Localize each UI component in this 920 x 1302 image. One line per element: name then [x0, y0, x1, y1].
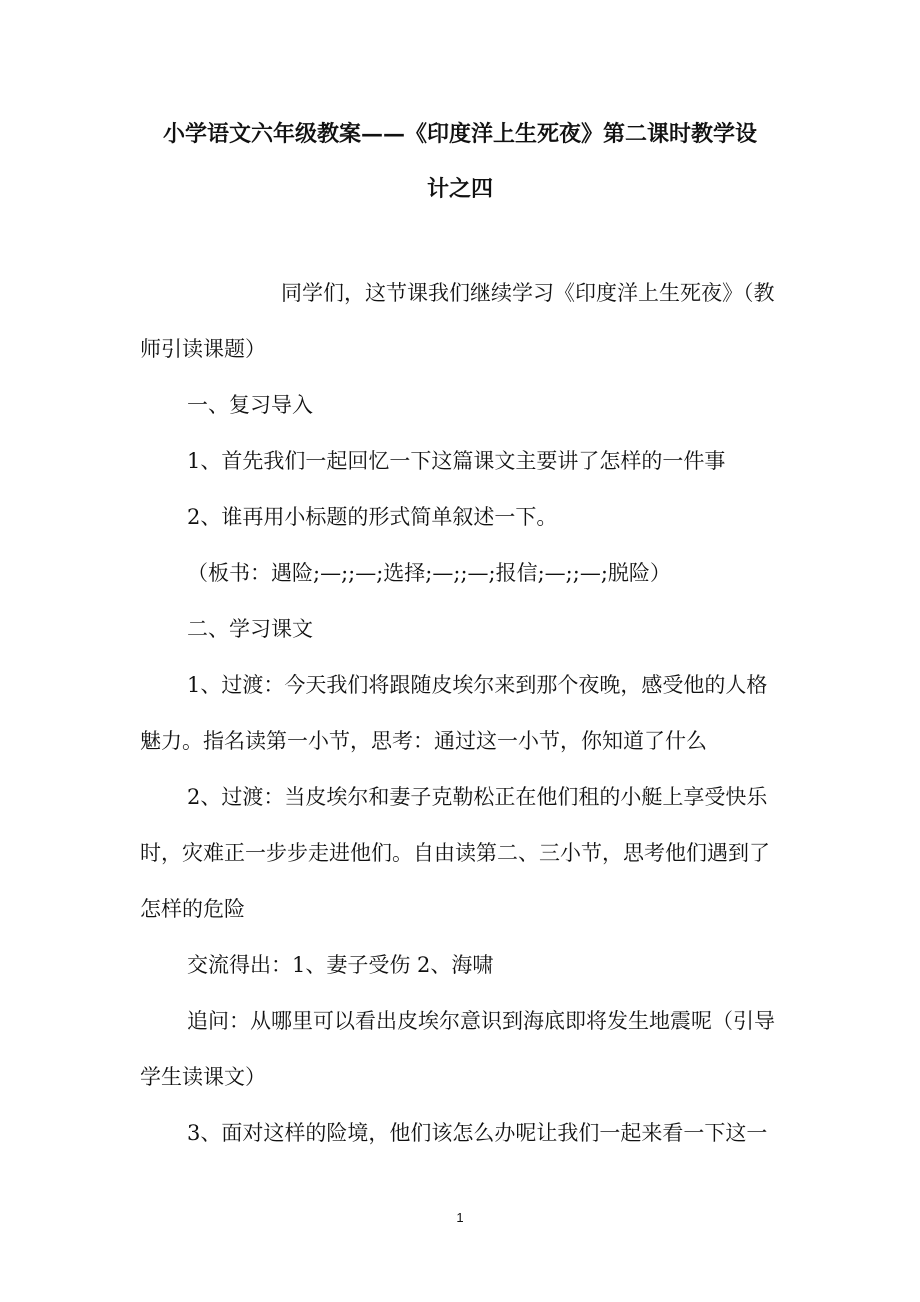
- paragraph-line: 魅力。指名读第一小节，思考：通过这一小节，你知道了什么: [140, 729, 707, 753]
- paragraph-line: 追问：从哪里可以看出皮埃尔意识到海底即将发生地震呢（引导: [187, 1009, 775, 1033]
- paragraph-line: 怎样的危险: [140, 897, 245, 921]
- paragraph-line: 3、面对这样的险境，他们该怎么办呢让我们一起来看一下这一: [187, 1121, 768, 1145]
- section-heading: 二、学习课文: [187, 617, 313, 641]
- paragraph-line: 交流得出：1、妻子受伤 2、海啸: [187, 953, 494, 977]
- paragraph-line: 1、首先我们一起回忆一下这篇课文主要讲了怎样的一件事: [187, 449, 726, 473]
- paragraph-line: 2、谁再用小标题的形式简单叙述一下。: [187, 505, 558, 529]
- section-heading: 一、复习导入: [187, 393, 313, 417]
- paragraph-line: 同学们，这节课我们继续学习《印度洋上生死夜》（教: [281, 281, 775, 305]
- board-notes-line: （板书：遇险;—;;—;选择;—;;—;报信;—;;—;脱险）: [187, 561, 671, 585]
- paragraph-line: 1、过渡：今天我们将跟随皮埃尔来到那个夜晚，感受他的人格: [187, 673, 768, 697]
- paragraph-line: 学生读课文）: [140, 1065, 266, 1089]
- paragraph-line: 师引读课题）: [140, 337, 266, 361]
- document-title-line-2: 计之四: [426, 176, 493, 202]
- paragraph-line: 2、过渡：当皮埃尔和妻子克勒松正在他们租的小艇上享受快乐: [187, 785, 768, 809]
- paragraph-line: 时，灾难正一步步走进他们。自由读第二、三小节，思考他们遇到了: [140, 841, 770, 865]
- document-title-line-1: 小学语文六年级教案——《印度洋上生死夜》第二课时教学设: [162, 121, 757, 147]
- page-number: 1: [456, 1210, 464, 1225]
